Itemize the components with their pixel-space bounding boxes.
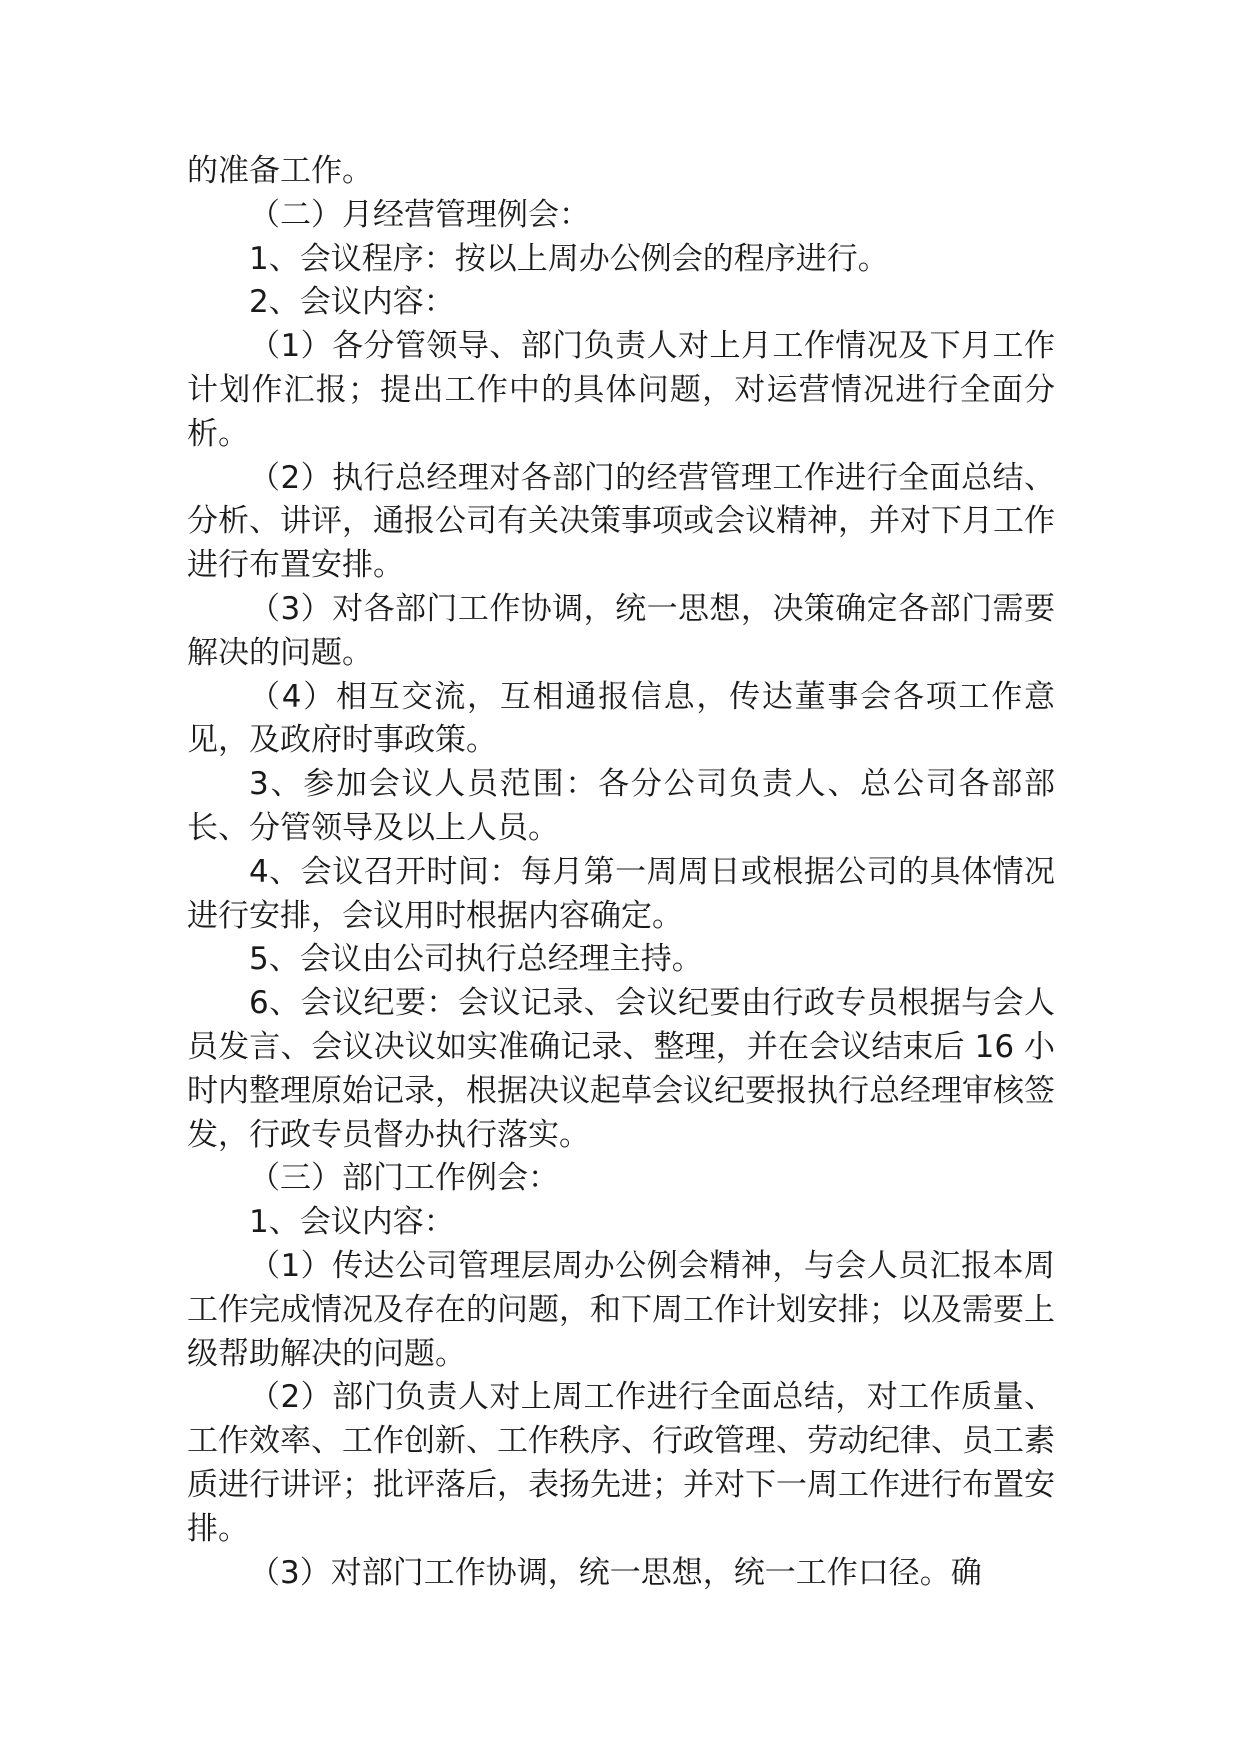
paragraph-continuation: 的准备工作。 xyxy=(187,153,373,189)
paragraph-meeting-minutes: 6、会议纪要：会议记录、会议纪要由行政专员根据与会人员发言、会议决议如实准确记录、整理，并在会议结束后 16 小时内整理原始记录，根据决议起草会议纪要报执行总经理审核签发，行政专员督办执行落实。 xyxy=(187,985,1055,1153)
paragraph-meeting-time: 4、会议召开时间：每月第一周周日或根据公司的具体情况进行安排，会议用时根据内容确定。 xyxy=(187,853,1055,934)
paragraph-dept-item-3: （3）对部门工作协调，统一思想，统一工作口径。确 xyxy=(249,1554,982,1591)
paragraph-dept-meeting-content: 1、会议内容： xyxy=(249,1204,455,1241)
paragraph-content-item-3: （3）对各部门工作协调，统一思想，决策确定各部门需要解决的问题。 xyxy=(187,590,1055,671)
paragraph-dept-item-2: （2）部门负责人对上周工作进行全面总结，对工作质量、工作效率、工作创新、工作秩序、行政管理、劳动纪律、员工素质进行讲评；批评落后，表扬先进；并对下一周工作进行布置安排。 xyxy=(187,1379,1055,1547)
section-heading-department-meeting: （三）部门工作例会： xyxy=(249,1160,559,1197)
paragraph-meeting-content: 2、会议内容： xyxy=(249,284,455,321)
document-body xyxy=(187,150,1055,1595)
paragraph-dept-item-1: （1）传达公司管理层周办公例会精神，与会人员汇报本周工作完成情况及存在的问题，和下周工作计划安排；以及需要上级帮助解决的问题。 xyxy=(187,1247,1055,1372)
paragraph-content-item-1: （1）各分管领导、部门负责人对上月工作情况及下月工作计划作汇报；提出工作中的具体问题，对运营情况进行全面分析。 xyxy=(187,328,1055,452)
section-heading-monthly-meeting: （二）月经营管理例会： xyxy=(249,196,590,233)
paragraph-meeting-host: 5、会议由公司执行总经理主持。 xyxy=(249,941,703,978)
paragraph-attendees: 3、参加会议人员范围：各分公司负责人、总公司各部部长、分管领导及以上人员。 xyxy=(187,766,1055,846)
paragraph-meeting-procedure: 1、会议程序：按以上周办公例会的程序进行。 xyxy=(249,240,889,277)
paragraph-content-item-4: （4）相互交流，互相通报信息，传达董事会各项工作意见，及政府时事政策。 xyxy=(187,678,1055,759)
paragraph-content-item-2: （2）执行总经理对各部门的经营管理工作进行全面总结、分析、讲评，通报公司有关决策事项或会议精神，并对下月工作进行布置安排。 xyxy=(187,459,1055,584)
